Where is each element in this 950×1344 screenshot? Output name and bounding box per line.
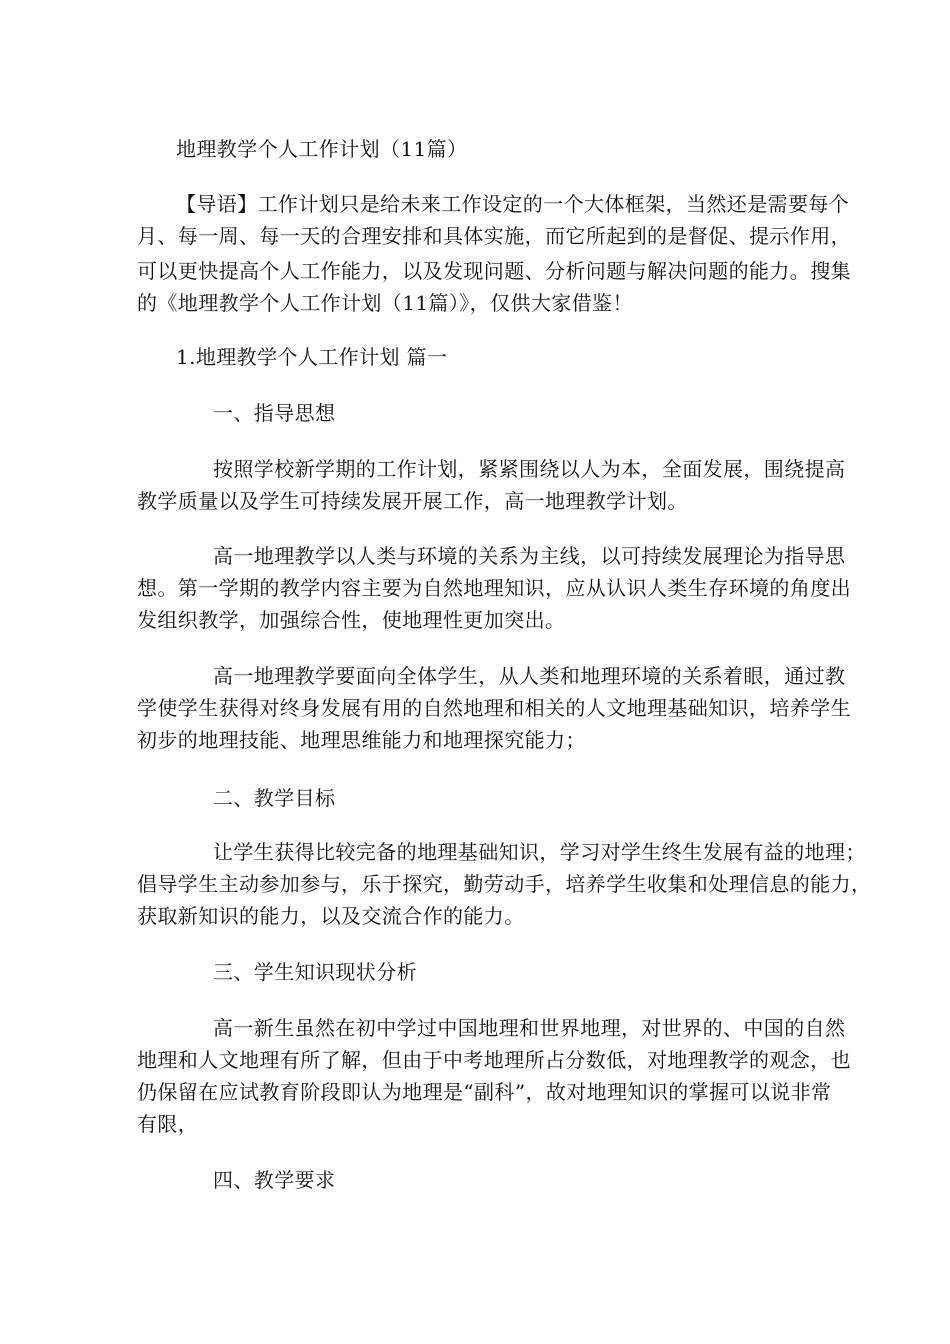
intro-line: 可以更快提高个人工作能力，以及发现问题、分析问题与解决问题的能力。搜集 <box>137 259 851 283</box>
heading-teaching-goals: 二、教学目标 <box>213 786 336 810</box>
paragraph-line: 获取新知识的能力，以及交流合作的能力。 <box>137 904 525 928</box>
paragraph-line: 仍保留在应试教育阶段即认为地理是“副科”，故对地理知识的掌握可以说非常 <box>137 1080 832 1104</box>
paragraph-line: 教学质量以及学生可持续发展开展工作，高一地理教学计划。 <box>137 489 688 513</box>
section-title: 1.地理教学个人工作计划 篇一 <box>176 345 448 369</box>
intro-line: 的《地理教学个人工作计划（11篇）》，仅供大家借鉴！ <box>137 291 633 315</box>
paragraph-line: 地理和人文地理有所了解，但由于中考地理所占分数低，对地理教学的观念，也 <box>137 1048 851 1072</box>
paragraph-line: 高一地理教学要面向全体学生，从人类和地理环境的关系着眼，通过教 <box>213 664 846 688</box>
paragraph-line: 高一地理教学以人类与环境的关系为主线，以可持续发展理论为指导思 <box>213 544 846 568</box>
paragraph-line: 倡导学生主动参加参与，乐于探究，勤劳动手，培养学生收集和处理信息的能力， <box>137 872 872 896</box>
paragraph-line: 按照学校新学期的工作计划，紧紧围绕以人为本，全面发展，围绕提高 <box>213 457 846 481</box>
heading-teaching-requirements: 四、教学要求 <box>213 1168 336 1192</box>
heading-student-analysis: 三、学生知识现状分析 <box>213 960 417 984</box>
paragraph-line: 想。第一学期的教学内容主要为自然地理知识，应从认识人类生存环境的角度出 <box>137 576 851 600</box>
paragraph-line: 学使学生获得对终身发展有用的自然地理和相关的人文地理基础知识，培养学生 <box>137 696 851 720</box>
document-title: 地理教学个人工作计划（11篇） <box>176 137 468 161</box>
heading-guiding-ideas: 一、指导思想 <box>213 401 336 425</box>
paragraph-line: 高一新生虽然在初中学过中国地理和世界地理，对世界的、中国的自然 <box>213 1016 846 1040</box>
intro-line: 月、每一周、每一天的合理安排和具体实施，而它所起到的是督促、提示作用， <box>137 224 851 248</box>
paragraph-line: 发组织教学，加强综合性，使地理性更加突出。 <box>137 608 566 632</box>
intro-line: 【导语】工作计划只是给未来工作设定的一个大体框架，当然还是需要每个 <box>176 192 850 216</box>
paragraph-line: 有限， <box>137 1112 199 1136</box>
paragraph-line: 让学生获得比较完备的地理基础知识，学习对学生终生发展有益的地理； <box>213 840 866 864</box>
paragraph-line: 初步的地理技能、地理思维能力和地理探究能力； <box>137 728 586 752</box>
